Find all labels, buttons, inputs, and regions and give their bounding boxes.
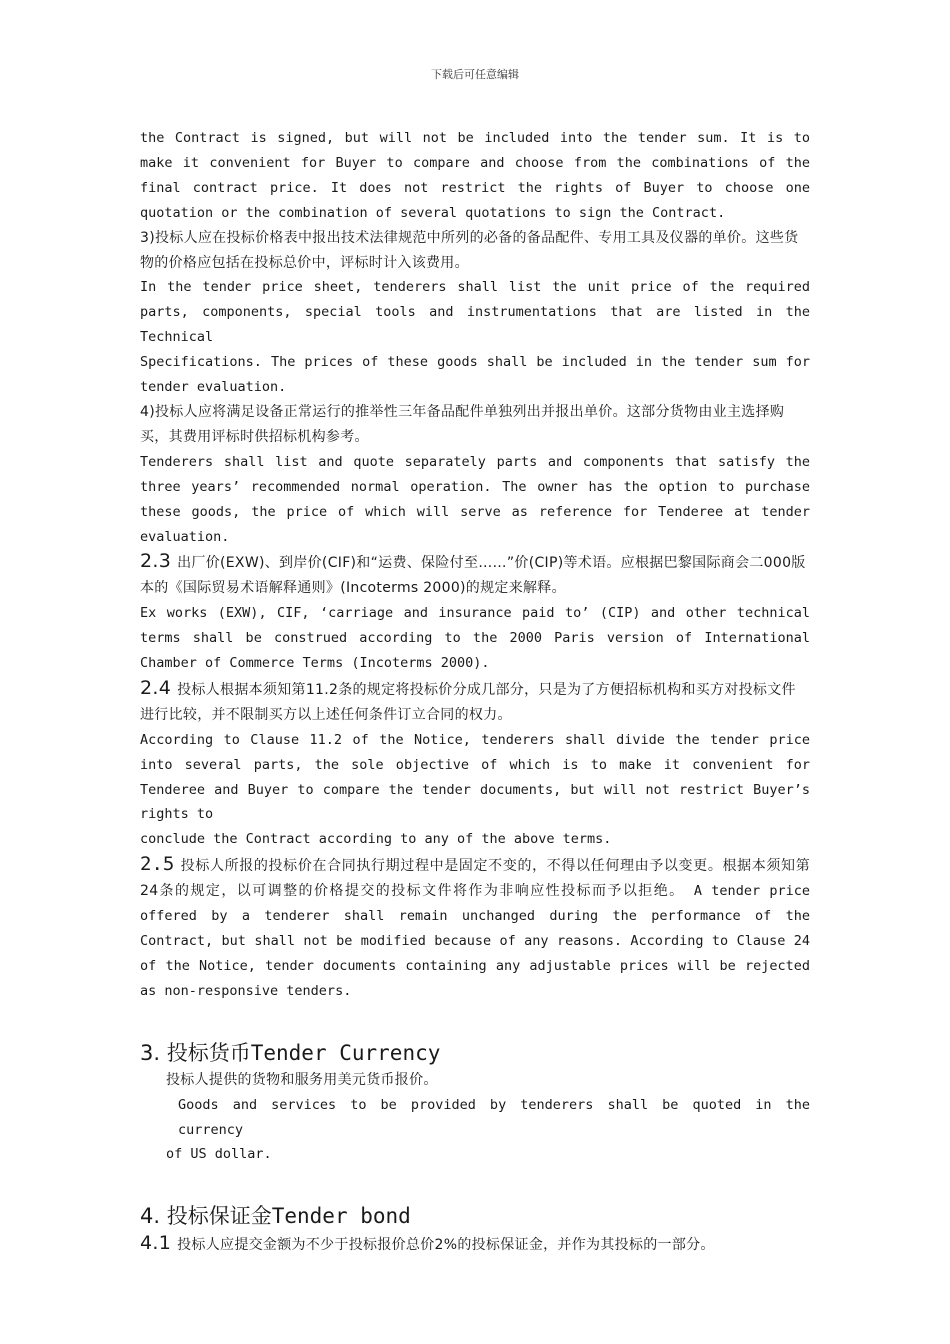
paragraph: the Contract is signed, but will not be included into the tender sum. It is to make it convenient for Buyer to compare and choose from the combinations of the final contract price. It does not restrict the rights of Buyer to choose one quotation or the combination of several quotations to sign the Contract. [140,130,810,221]
section-number: 2.4 [140,676,172,699]
section-number: 2.3 [140,550,172,573]
paragraph: 3)投标人应在投标价格表中报出技术法律规范中所列的必备的备品配件、专用工具及仪器的单价。这些货物的价格应包括在投标总价中，评标时计入该费用。 [140,229,799,271]
section-text: 投标人根据本须知第11.2条的规定将投标价分成几部分，只是为了方便招标机构和买方对投标文件进行比较，并不限制买方以上述任何条件订立合同的权力。 [140,681,796,723]
section-text-en: A tender price offered by a tenderer shall remain unchanged during the performance of the Contract, but shall not be modified because of any reasons. According to Clause 24 of the Notice, tender documents containing any adjustable prices will be rejected as non-responsive tenders. [140,883,810,999]
paragraph: 4)投标人应将满足设备正常运行的推举性三年备品配件单独列出并报出单价。这部分货物由业主选择购买，其费用评标时供招标机构参考。 [140,403,785,445]
section-2-3 [140,549,810,601]
heading-zh: 投标保证金 [166,1204,272,1229]
page-header: 下载后可任意编辑 [431,68,519,81]
heading-en: Tender Currency [250,1040,441,1065]
paragraph: of US dollar. [166,1146,272,1163]
heading-zh: 投标货币 [166,1040,251,1065]
paragraph: Tenderers shall list and quote separately parts and components that satisfy the three years’ recommended normal operation. The owner has the option to purchase these goods, the price of which will serve as reference for Tenderee at tender evaluation. [140,453,810,545]
heading-tender-bond [140,1201,810,1231]
heading-en: Tender bond [271,1204,411,1229]
paragraph: Specifications. The prices of these goods shall be included in the tender sum for tender evaluation. [140,354,810,396]
section-text: 投标人应提交金额为不少于投标报价总价2%的投标保证金，并作为其投标的一部分。 [177,1237,715,1254]
paragraph: According to Clause 11.2 of the Notice, tenderers shall divide the tender price into several parts, the sole objective of which is to make it convenient for Tenderee and Buyer to compare the tender documents, but will not restrict Buyer’s rights to [140,731,810,823]
section-text: 出厂价(EXW)、到岸价(CIF)和“运费、保险付至……”价(CIP)等术语。应根据巴黎国际商会二000版本的《国际贸易术语解释通则》(Incoterms 2000)的规定来解释。 [140,555,806,597]
paragraph: conclude the Contract according to any of the above terms. [140,831,612,848]
paragraph: 投标人提供的货物和服务用美元货币报价。 [166,1071,438,1088]
section-2-4 [140,676,810,728]
section-number: 2.5 [140,853,175,876]
paragraph: In the tender price sheet, tenderers shall list the unit price of the required parts, components, special tools and instrumentations that are listed in the Technical [140,279,810,346]
heading-tender-currency [140,1038,810,1068]
heading-number: 4. [140,1204,161,1229]
heading-number: 3. [140,1040,161,1065]
section-text: 投标人所报的投标价在合同执行期过程中是固定不变的，不得以任何理由予以变更。根据本须知第24条的规定，以可调整的价格提交的投标文件将作为非响应性投标而予以拒绝。 [140,858,810,900]
document-body [140,126,810,1258]
paragraph: Goods and services to be provided by tenderers shall be quoted in the currency [178,1096,810,1138]
section-2-5 [140,852,810,1003]
paragraph: Ex works (EXW), CIF, ‘carriage and insurance paid to’ (CIP) and other technical terms shall be construed according to the 2000 Paris version of International Chamber of Commerce Terms (Incoterms 2000). [140,605,810,672]
section-number: 4.1 [140,1232,172,1255]
section-4-1 [140,1231,810,1258]
